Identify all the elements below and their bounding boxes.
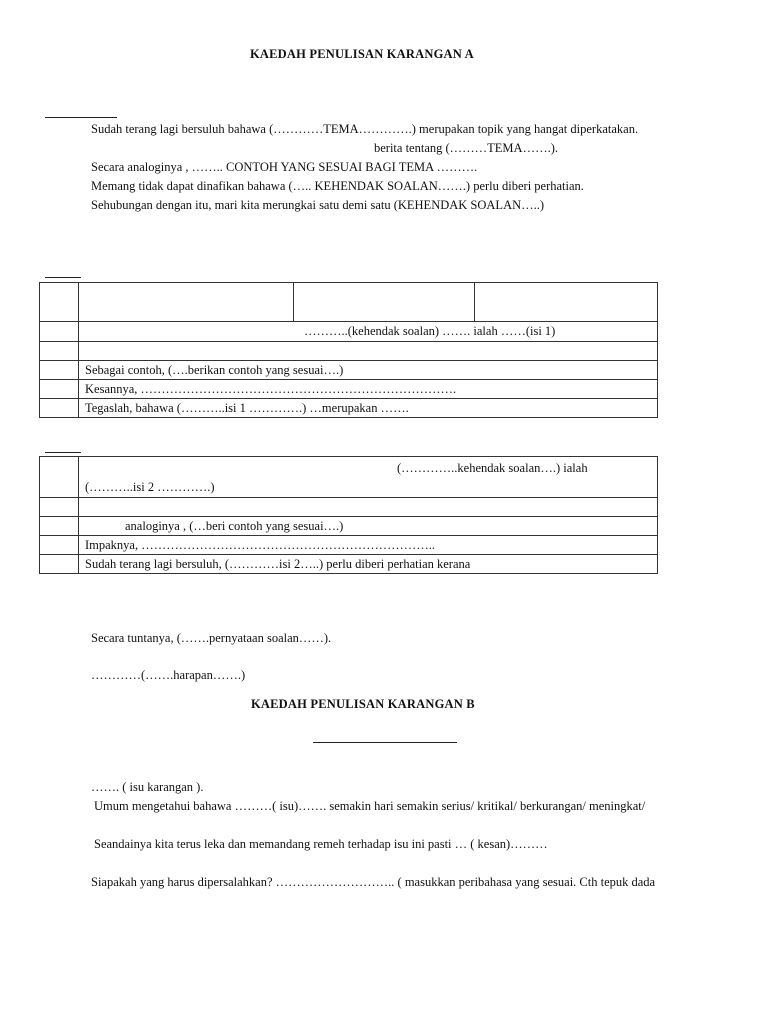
intro-line-3: Secara analoginya , …….. CONTOH YANG SESUAI BAGI TEMA ………. (91, 160, 478, 174)
sudah-terang-line: Sudah terang lagi bersuluh, (…………isi 2…..) perlu diberi perhatian kerana (85, 556, 471, 571)
table1-header-cell (475, 283, 658, 322)
table-isi-2 (39, 456, 658, 574)
table2-row-text (79, 536, 658, 555)
table1-row-text (79, 322, 658, 342)
section-a-title: KAEDAH PENULISAN KARANGAN A (250, 47, 474, 61)
analoginya-line: analoginya , (…beri contoh yang sesuai….) (125, 518, 344, 533)
table1-label-underline (45, 277, 81, 278)
table2-number-cell (40, 457, 79, 498)
intro-line-5: Sehubungan dengan itu, mari kita merungkai satu demi satu (KEHENDAK SOALAN…..) (91, 198, 545, 212)
table1-header-cell (294, 283, 475, 322)
table2-row-text (79, 555, 658, 574)
table1-number-cell (40, 361, 79, 380)
umum-mengetahui-line: Umum mengetahui bahawa ………( isu)……. semakin hari semakin serius/ kritikal/ berkurangan/ meningkat/ (94, 799, 646, 813)
tegaslah-line: Tegaslah, bahawa (………..isi 1 ………….) …merupakan ……. (85, 400, 409, 415)
table1-row-text (79, 342, 658, 361)
intro-line-4: Memang tidak dapat dinafikan bahawa (….. KEHENDAK SOALAN…….) perlu diberi perhatian. (91, 179, 584, 193)
intro-line-1: Sudah terang lagi bersuluh bahawa (…………TEMA………….) merupakan topik yang hangat diperkatakan. (91, 122, 639, 136)
table1-number-cell (40, 342, 79, 361)
table1-number-cell (40, 399, 79, 418)
table-isi-1 (39, 282, 658, 418)
seandainya-line: Seandainya kita terus leka dan memandang remeh terhadap isu ini pasti … ( kesan)……… (94, 837, 548, 851)
impaknya-line: Impaknya, …………………………………………………………….. (85, 537, 435, 552)
table2-number-cell (40, 517, 79, 536)
table2-row-text (79, 498, 658, 517)
intro-line-2: berita tentang (………TEMA…….). (374, 141, 558, 155)
blank-underline (45, 117, 117, 118)
table1-row-text (79, 399, 658, 418)
kehendak-soalan-isi-1: ………..(kehendak soalan) ……. ialah ……(isi 1) (304, 324, 556, 338)
table1-header-cell (79, 283, 294, 322)
section-b-title: KAEDAH PENULISAN KARANGAN B (251, 697, 475, 711)
table1-row-text (79, 380, 658, 399)
siapakah-line: Siapakah yang harus dipersalahkan? ……………………….. ( masukkan peribahasa yang sesuai. Cth tepuk dada (91, 875, 656, 889)
table1-row-text (79, 361, 658, 380)
kesannya-line: Kesannya, …………………………………………………………………. (85, 381, 457, 396)
table2-row-text (79, 517, 658, 536)
table2-row-text (79, 457, 658, 498)
closing-line-1: Secara tuntanya, (…….pernyataan soalan……). (91, 631, 332, 645)
table1-number-cell (40, 380, 79, 399)
table1-number-cell (40, 322, 79, 342)
isu-karangan-line: ……. ( isu karangan ). (91, 780, 204, 794)
table1-number-cell (40, 283, 79, 322)
contoh-line: Sebagai contoh, (….berikan contoh yang sesuai….) (85, 362, 344, 377)
table2-number-cell (40, 555, 79, 574)
title-blank-underline (313, 742, 457, 743)
table2-label-underline (45, 452, 81, 453)
table2-number-cell (40, 536, 79, 555)
isi-2-line: (………..isi 2 ………….) (85, 480, 215, 494)
table2-number-cell (40, 498, 79, 517)
kehendak-soalan-isi-2: (…………..kehendak soalan….) ialah (397, 461, 588, 475)
closing-line-2: …………(…….harapan…….) (91, 668, 246, 682)
